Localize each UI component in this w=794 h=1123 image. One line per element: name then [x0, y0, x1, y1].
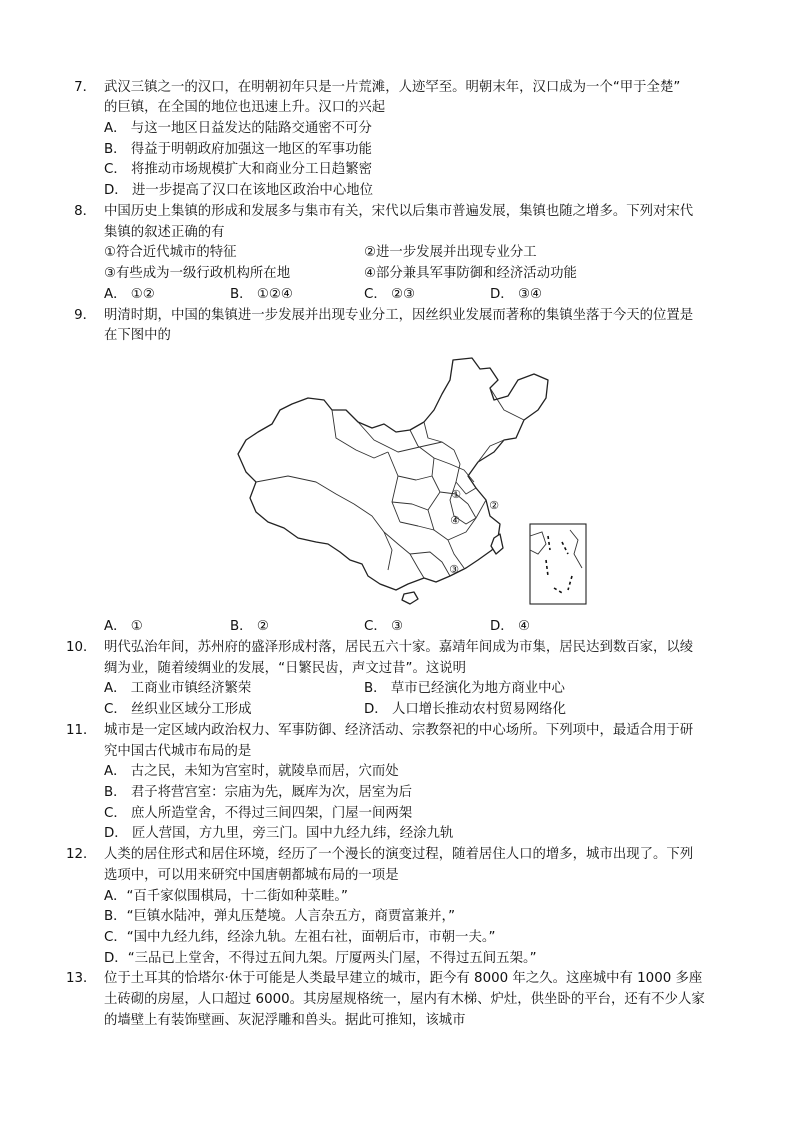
map-marker-1: ①	[451, 488, 461, 501]
question-8-option-b: B． ①②④	[230, 287, 293, 302]
question-13-stem-line-1: 位于土耳其的恰塔尔·休于可能是人类最早建立的城市，距今有 8000 年之久。这座城中有 1000 多座	[104, 971, 703, 986]
question-13-number: 13．	[66, 971, 97, 986]
map-marker-3: ③	[449, 563, 459, 576]
question-11-stem-line-1: 城市是一定区域内政治权力、军事防御、经济活动、宗教祭祀的中心场所。下列项中，最适合用于研	[104, 723, 694, 738]
question-9-stem-line-2: 在下图中的	[104, 328, 171, 343]
question-10-option-b: B． 草市已经演化为地方商业中心	[364, 681, 565, 696]
question-12-stem-line-2: 选项中，可以用来研究中国唐朝都城布局的一项是	[104, 868, 399, 883]
question-8-number: 8．	[74, 204, 96, 219]
question-8-option-a: A． ①②	[104, 287, 155, 302]
question-9-option-b: B． ②	[230, 619, 269, 634]
question-12-option-a: A．“百千家似围棋局，十二街如种菜畦。”	[104, 889, 348, 904]
question-11-number: 11．	[66, 723, 97, 738]
question-10-option-d: D． 人口增长推动农村贸易网络化	[364, 702, 567, 717]
question-10-number: 10．	[66, 640, 97, 655]
inset-frame	[530, 524, 586, 604]
question-11-option-d: D． 匠人营国，方九里，旁三门。国中九经九纬，经涂九轨	[104, 826, 454, 841]
south-china-sea-inset	[530, 524, 586, 604]
question-7-option-b: B． 得益于明朝政府加强这一地区的军事功能	[104, 142, 372, 157]
question-7-number: 7．	[74, 80, 96, 95]
question-8-option-c: C． ②③	[364, 287, 416, 302]
hainan-island	[402, 592, 418, 604]
question-8-item-4: ④部分兼具军事防御和经济活动功能	[364, 266, 577, 281]
question-8-stem-line-1: 中国历史上集镇的形成和发展多与集市有关，宋代以后集市普遍发展，集镇也随之增多。下列对宋代	[104, 204, 694, 219]
question-8-stem-line-2: 集镇的叙述正确的有	[104, 225, 225, 240]
question-9-option-a: A． ①	[104, 619, 143, 634]
china-map-outline	[238, 358, 548, 590]
question-11-option-b: B． 君子将营宫室：宗庙为先，厩库为次，居室为后	[104, 785, 413, 800]
map-marker-2: ②	[489, 499, 499, 512]
question-12-stem-line-1: 人类的居住形式和居住环境，经历了一个漫长的演变过程，随着居住人口的增多，城市出现了。下列	[104, 847, 694, 862]
question-7-option-d: D． 进一步提高了汉口在该地区政治中心地位	[104, 183, 373, 198]
question-7-stem-line-2: 的巨镇，在全国的地位也迅速上升。汉口的兴起	[104, 100, 386, 115]
question-11-stem-line-2: 究中国古代城市布局的是	[104, 744, 252, 759]
question-10-option-a: A． 工商业市镇经济繁荣	[104, 681, 252, 696]
question-10-stem-line-2: 绸为业，随着绫绸业的发展，“日繁民齿，声文过昔”。这说明	[104, 661, 467, 676]
question-9-stem-line-1: 明清时期，中国的集镇进一步发展并出现专业分工，因丝织业发展而著称的集镇坐落于今天的位置是	[104, 308, 694, 323]
question-12-option-c: C．“国中九经九纬，经涂九轨。左祖右社，面朝后市，市朝一夫。”	[104, 930, 496, 945]
question-9-option-c: C． ③	[364, 619, 404, 634]
question-13-stem-line-3: 的墙壁上有装饰壁画、灰泥浮雕和兽头。据此可推知，该城市	[104, 1013, 466, 1028]
question-11-option-a: A． 古之民，未知为宫室时，就陵阜而居，穴而处	[104, 764, 399, 779]
question-11-option-c: C． 庶人所造堂舍，不得过三间四架，门屋一间两架	[104, 806, 413, 821]
question-9-option-d: D． ④	[490, 619, 530, 634]
question-7-stem-line-1: 武汉三镇之一的汉口，在明朝初年只是一片荒滩，人迹罕至。明朝末年，汉口成为一个“甲于全楚”	[104, 80, 681, 95]
question-8-option-d: D． ③④	[490, 287, 542, 302]
china-map-figure	[228, 354, 590, 608]
map-marker-4: ④	[450, 514, 460, 527]
question-9-number: 9．	[74, 308, 96, 323]
question-12-option-d: D．“三品已上堂舍，不得过五间九架。厅厦两头门屋，不得过五间五架。”	[104, 951, 537, 966]
question-7-option-c: C． 将推动市场规模扩大和商业分工日趋繁密	[104, 162, 373, 177]
question-7-option-a: A． 与这一地区日益发达的陆路交通密不可分	[104, 121, 372, 136]
question-12-option-b: B．“巨镇水陆冲，弹丸压楚境。人言杂五方，商贾富兼并，”	[104, 909, 456, 924]
question-10-option-c: C． 丝织业区域分工形成	[104, 702, 252, 717]
question-10-stem-line-1: 明代弘治年间，苏州府的盛泽形成村落，居民五六十家。嘉靖年间成为市集，居民达到数百家，以绫	[104, 640, 694, 655]
question-13-stem-line-2: 土砖砌的房屋，人口超过 6000。其房屋规格统一，屋内有木梯、炉灶，供坐卧的平台，还有不少人家	[104, 992, 705, 1007]
question-8-item-2: ②进一步发展并出现专业分工	[364, 245, 537, 260]
question-8-item-1: ①符合近代城市的特征	[104, 245, 237, 260]
question-12-number: 12．	[66, 847, 97, 862]
question-8-item-3: ③有些成为一级行政机构所在地	[104, 266, 291, 281]
